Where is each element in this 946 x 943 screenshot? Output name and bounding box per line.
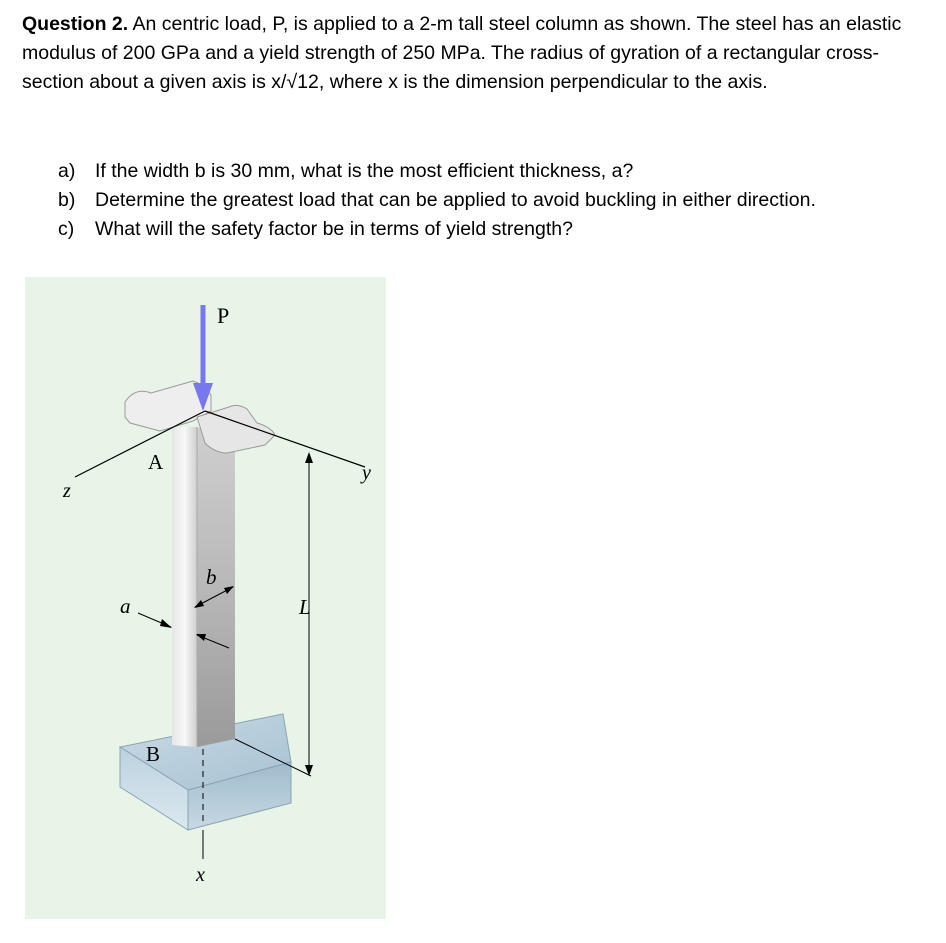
label-axis-z: z bbox=[63, 480, 71, 502]
part-c bbox=[58, 215, 816, 244]
question-paragraph bbox=[22, 10, 940, 97]
part-b-text: Determine the greatest load that can be applied to avoid buckling in either direction. bbox=[95, 189, 816, 211]
label-thickness: a bbox=[120, 594, 131, 618]
column-diagram bbox=[25, 277, 386, 919]
label-top-end: A bbox=[148, 450, 164, 474]
column-front-face bbox=[172, 427, 197, 747]
part-a bbox=[58, 157, 816, 186]
part-b bbox=[58, 186, 816, 215]
question-text: An centric load, P, is applied to a 2-m tall steel column as shown. The steel has an elastic modulus of 200 GPa and a yield strength of 250 MPa. The radius of gyration of a rectangular cross- section about a given axis is x/√12, where x is the dimension perpendicular to the axis. bbox=[22, 13, 902, 93]
label-axis-y: y bbox=[362, 462, 371, 484]
label-load: P bbox=[217, 303, 230, 328]
label-length: L bbox=[299, 595, 311, 619]
part-c-letter: c) bbox=[58, 218, 75, 240]
part-c-text: What will the safety factor be in terms of yield strength? bbox=[95, 218, 573, 240]
part-a-letter: a) bbox=[58, 160, 76, 182]
column-figure bbox=[25, 277, 386, 919]
label-width: b bbox=[206, 565, 217, 589]
question-label: Question 2. bbox=[22, 13, 129, 35]
part-a-text: If the width b is 30 mm, what is the most efficient thickness, a? bbox=[95, 160, 634, 182]
label-bottom-end: B bbox=[146, 742, 161, 766]
part-b-letter: b) bbox=[58, 189, 76, 211]
question-parts-list bbox=[58, 157, 816, 244]
label-axis-x: x bbox=[196, 864, 205, 886]
